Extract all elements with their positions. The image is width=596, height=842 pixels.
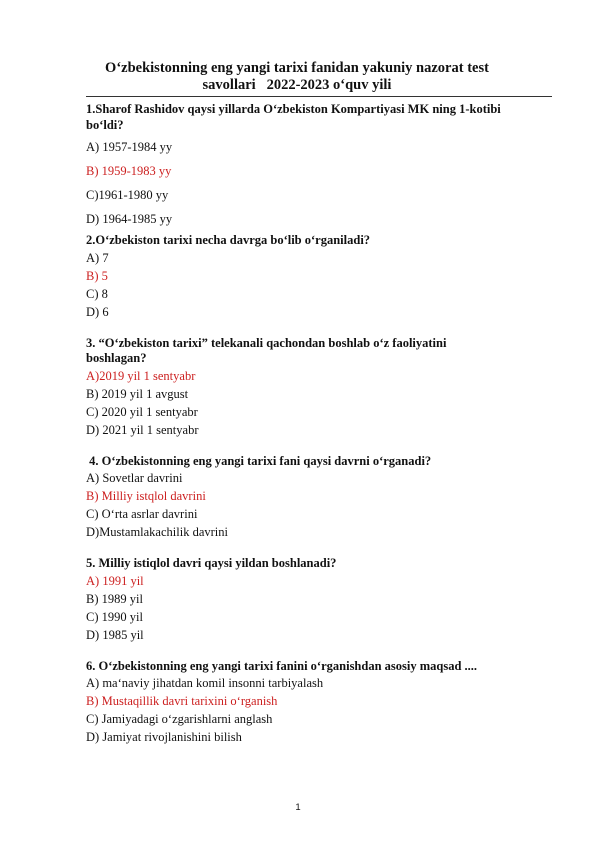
question-1-option-a: A) 1957-1984 yy xyxy=(86,140,173,154)
question-5-option-a: A) 1991 yil xyxy=(86,573,144,588)
question-1-text xyxy=(86,102,556,133)
question-6-text: 6. O‘zbekistonning eng yangi tarixi fanini o‘rganishdan asosiy maqsad .... xyxy=(86,658,478,673)
question-3-option-a: A)2019 yil 1 sentyabr xyxy=(86,368,196,383)
question-5-text: 5. Milliy istiqlol davri qaysi yildan boshlanadi? xyxy=(86,556,337,570)
question-1-option-b: B) 1959-1983 yy xyxy=(86,164,172,178)
question-5 xyxy=(86,556,556,643)
question-2 xyxy=(86,233,556,320)
question-6-option-a: A) ma‘naviy jihatdan komil insonni tarbiyalash xyxy=(86,676,324,690)
question-3 xyxy=(86,336,556,438)
question-2-option-c: C) 8 xyxy=(86,286,108,301)
question-5-option-b: B) 1989 yil xyxy=(86,591,143,606)
question-2-option-b: B) 5 xyxy=(86,268,108,283)
question-1-line-2: bo‘ldi? xyxy=(86,117,124,132)
question-1-line-1: 1.Sharof Rashidov qaysi yillarda O‘zbekiston Kompartiyasi MK ning 1-kotibi xyxy=(86,102,501,116)
question-1-option-c: C)1961-1980 yy xyxy=(86,188,169,202)
question-6-option-c: C) Jamiyadagi o‘zgarishlarni anglash xyxy=(86,712,273,726)
page-title xyxy=(80,60,514,94)
question-6-option-d: D) Jamiyat rivojlanishini bilish xyxy=(86,730,242,744)
question-5-option-c: C) 1990 yil xyxy=(86,609,143,624)
question-3-line-2: boshlagan? xyxy=(86,351,147,365)
question-3-option-b: B) 2019 yil 1 avgust xyxy=(86,386,189,401)
question-4-option-c: C) O‘rta asrlar davrini xyxy=(86,507,198,521)
question-3-option-d: D) 2021 yil 1 sentyabr xyxy=(86,422,199,437)
question-5-option-d: D) 1985 yil xyxy=(86,627,144,642)
question-4-option-b: B) Milliy istqlol davrini xyxy=(86,489,206,503)
title-divider xyxy=(86,96,552,97)
question-3-line-1: 3. “O‘zbekiston tarixi” telekanali qachondan boshlab o‘z faoliyatini xyxy=(86,335,447,350)
title-line-1: O‘zbekistonning eng yangi tarixi fanidan yakuniy nazorat test xyxy=(105,60,489,76)
question-2-text: 2.O‘zbekiston tarixi necha davrga bo‘lib o‘rganiladi? xyxy=(86,233,371,247)
question-list xyxy=(86,102,556,745)
question-2-option-d: D) 6 xyxy=(86,304,109,319)
question-3-text xyxy=(86,336,556,367)
question-1 xyxy=(86,102,556,227)
question-1-option-d: D) 1964-1985 yy xyxy=(86,212,173,226)
title-line-2: savollari 2022-2023 o‘quv yili xyxy=(202,77,392,93)
question-4 xyxy=(86,454,556,541)
question-4-text: 4. O‘zbekistonning eng yangi tarixi fani qaysi davrni o‘rganadi? xyxy=(86,453,432,468)
question-2-option-a: A) 7 xyxy=(86,250,109,265)
question-4-option-a: A) Sovetlar davrini xyxy=(86,471,183,485)
question-4-option-d: D)Mustamlakachilik davrini xyxy=(86,525,228,539)
page-number: 1 xyxy=(295,802,301,813)
question-3-option-c: C) 2020 yil 1 sentyabr xyxy=(86,404,198,419)
question-6 xyxy=(86,659,556,746)
question-6-option-b: B) Mustaqillik davri tarixini o‘rganish xyxy=(86,694,278,708)
